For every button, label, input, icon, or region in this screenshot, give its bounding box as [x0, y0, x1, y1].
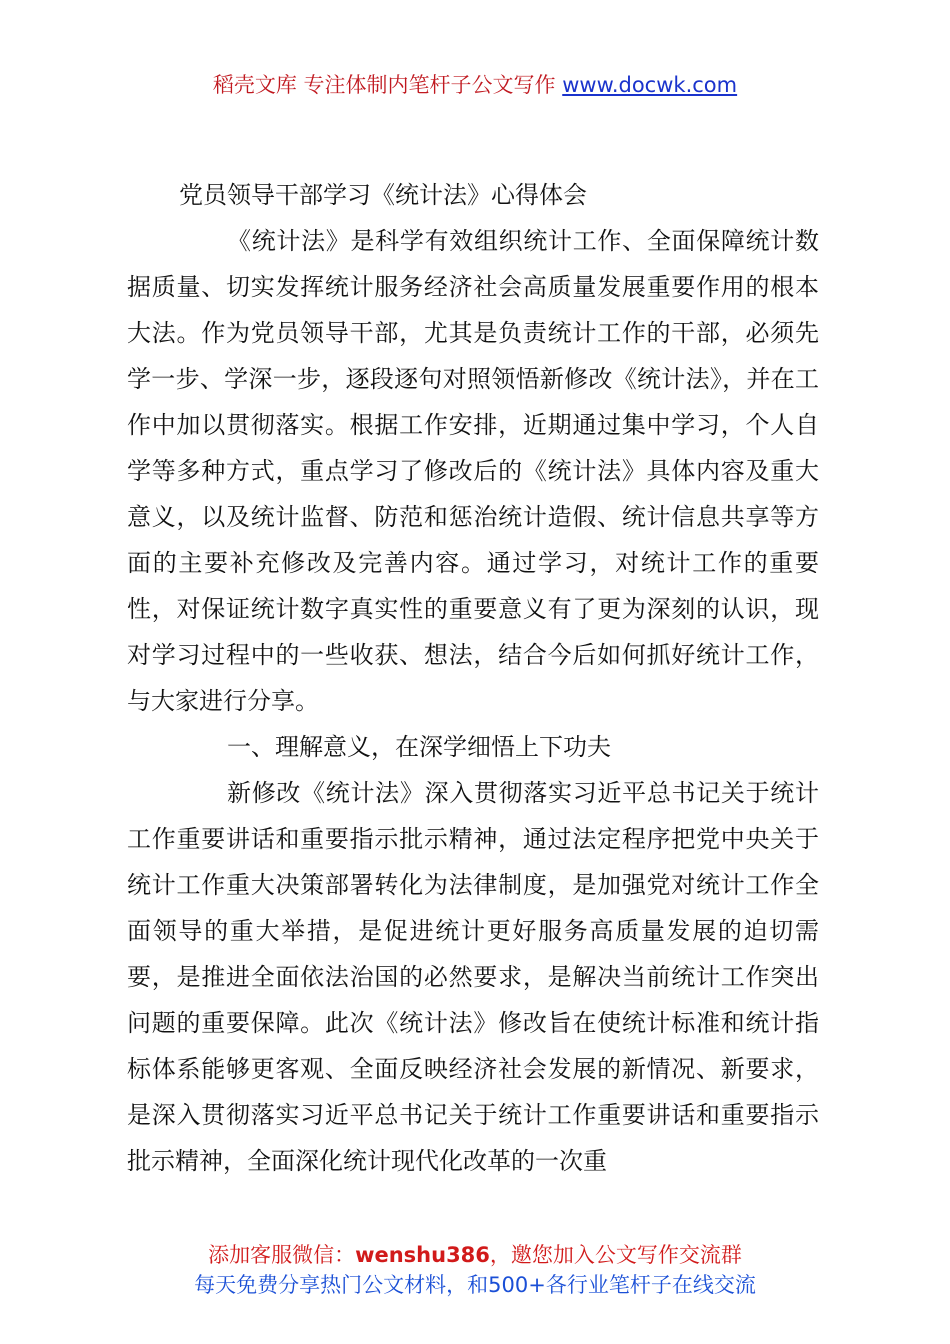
- footer-prefix: 添加客服微信：: [208, 1243, 356, 1267]
- footer-line-1: [0, 1240, 950, 1270]
- header-banner: [0, 70, 950, 100]
- footer-banner: [0, 1240, 950, 1300]
- footer-line-2: 每天免费分享热门公文材料，和500+各行业笔杆子在线交流: [194, 1273, 756, 1297]
- document-title: 党员领导干部学习《统计法》心得体会: [179, 181, 587, 209]
- section-paragraph: 新修改《统计法》深入贯彻落实习近平总书记关于统计工作重要讲话和重要指示批示精神，通过法定程序把党中央关于统计工作重大决策部署转化为法律制度，是加强党对统计工作全面领导的重大举措，是促进统计更好服务高质量发展的迫切需要，是推进全面依法治国的必然要求，是解决当前统计工作突出问题的重要保障。此次《统计法》修改旨在使统计标准和统计指标体系能够更客观、全面反映经济社会发展的新情况、新要求，是深入贯彻落实习近平总书记关于统计工作重要讲话和重要指示批示精神，全面深化统计现代化改革的一次重: [127, 779, 819, 1175]
- section-heading: 一、理解意义，在深学细悟上下功夫: [227, 733, 611, 761]
- header-url-link[interactable]: www.docwk.com: [562, 73, 738, 97]
- intro-paragraph: 《统计法》是科学有效组织统计工作、全面保障统计数据质量、切实发挥统计服务经济社会高质量发展重要作用的根本大法。作为党员领导干部，尤其是负责统计工作的干部，必须先学一步、学深一步，逐段逐句对照领悟新修改《统计法》，并在工作中加以贯彻落实。根据工作安排，近期通过集中学习，个人自学等多种方式，重点学习了修改后的《统计法》具体内容及重大意义，以及统计监督、防范和惩治统计造假、统计信息共享等方面的主要补充修改及完善内容。通过学习，对统计工作的重要性，对保证统计数字真实性的重要意义有了更为深刻的认识，现对学习过程中的一些收获、想法，结合今后如何抓好统计工作，与大家进行分享。: [127, 227, 819, 715]
- header-brand-text: 稻壳文库 专注体制内笔杆子公文写作: [212, 73, 563, 97]
- wechat-id: wenshu386: [355, 1243, 490, 1267]
- document-body: [127, 172, 819, 1184]
- footer-suffix: ，邀您加入公文写作交流群: [489, 1243, 742, 1267]
